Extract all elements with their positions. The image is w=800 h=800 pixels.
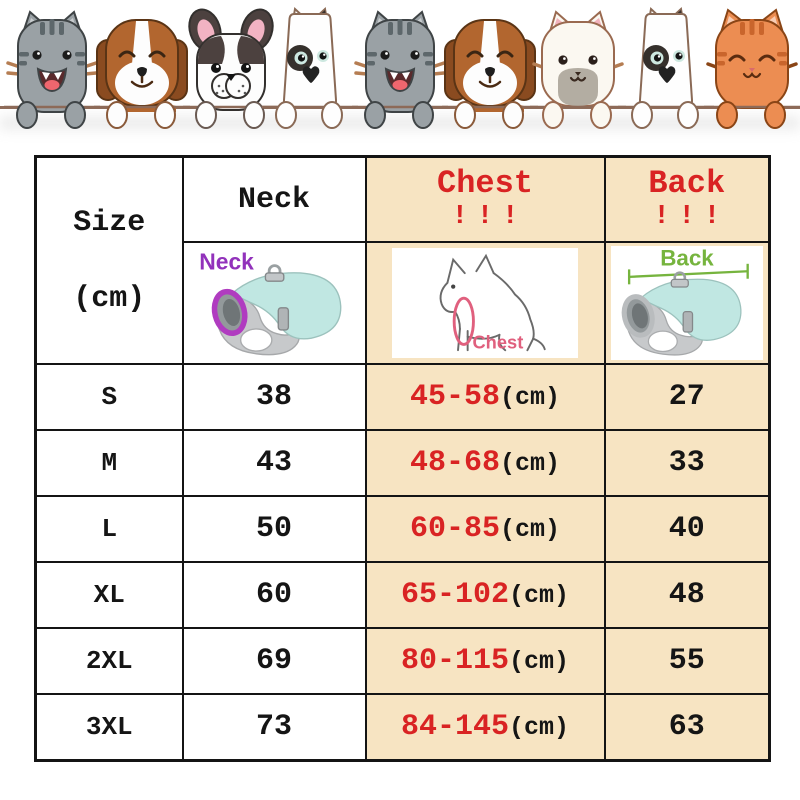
neck-cell <box>183 496 366 562</box>
chest-header-cell <box>366 157 605 243</box>
size-value: M <box>101 448 118 478</box>
back-exclamation: !!! <box>653 201 730 232</box>
size-cell <box>36 694 183 761</box>
beagle-dog-icon <box>442 6 538 130</box>
back-cell <box>605 628 770 694</box>
size-cell <box>36 496 183 562</box>
chest-unit: (cm) <box>500 383 561 412</box>
back-cell <box>605 562 770 628</box>
back-cell <box>605 364 770 430</box>
table-row <box>36 496 770 562</box>
chest-range-value: 65-102 <box>400 578 509 612</box>
back-value: 27 <box>668 380 705 414</box>
back-cell <box>605 694 770 761</box>
table-row <box>36 364 770 430</box>
neck-value: 43 <box>255 446 292 480</box>
size-value: 3XL <box>85 712 133 742</box>
chest-unit: (cm) <box>509 647 570 676</box>
back-value: 40 <box>668 512 705 546</box>
back-value: 48 <box>668 578 705 612</box>
size-header-label: Size <box>73 205 146 240</box>
neck-image-label: Neck <box>198 248 254 275</box>
neck-cell <box>183 562 366 628</box>
back-cell <box>605 430 770 496</box>
chest-cell <box>366 496 605 562</box>
table-row <box>36 628 770 694</box>
neck-value: 50 <box>255 512 292 546</box>
size-value: XL <box>93 580 125 610</box>
back-value: 63 <box>668 710 705 744</box>
back-header-cell <box>605 157 770 243</box>
chest-range-value: 84-145 <box>400 710 509 744</box>
size-cell <box>36 364 183 430</box>
gray-tabby-cat-icon <box>4 6 100 130</box>
neck-cell <box>183 364 366 430</box>
chest-unit: (cm) <box>500 515 561 544</box>
neck-header-label: Neck <box>237 182 310 217</box>
chest-cell <box>366 694 605 761</box>
back-value: 55 <box>668 644 705 678</box>
chest-image-label: Chest <box>472 331 524 353</box>
chest-header-label: Chest <box>436 164 533 202</box>
chest-range-value: 48-68 <box>409 446 500 480</box>
pets-banner <box>0 0 800 150</box>
size-value: 2XL <box>85 646 133 676</box>
size-value: L <box>101 514 118 544</box>
gray-tabby-cat-icon <box>352 6 448 130</box>
harness-back-image <box>612 247 762 359</box>
size-unit-label: (cm) <box>73 281 146 316</box>
table-row <box>36 430 770 496</box>
neck-cell <box>183 628 366 694</box>
dog-chest-diagram <box>397 250 573 356</box>
chest-cell <box>366 628 605 694</box>
size-cell <box>36 562 183 628</box>
size-cell <box>36 628 183 694</box>
neck-value: 38 <box>255 380 292 414</box>
back-cell <box>605 496 770 562</box>
chest-image-cell <box>366 242 605 364</box>
size-header-cell <box>36 157 183 365</box>
size-chart-table <box>34 155 771 762</box>
chest-range-value: 45-58 <box>409 380 500 414</box>
neck-cell <box>183 694 366 761</box>
white-patch-cat-icon <box>262 6 358 130</box>
chest-exclamation: !!! <box>451 201 528 232</box>
orange-tabby-cat-icon <box>704 6 800 130</box>
table-row <box>36 562 770 628</box>
chest-range-value: 60-85 <box>409 512 500 546</box>
chest-unit: (cm) <box>500 449 561 478</box>
neck-cell <box>183 430 366 496</box>
back-value: 33 <box>668 446 705 480</box>
neck-image-cell <box>183 242 366 364</box>
white-patch-cat-icon <box>618 6 714 130</box>
cream-cat-icon <box>530 6 626 130</box>
chest-range-value: 80-115 <box>400 644 509 678</box>
chest-cell <box>366 430 605 496</box>
back-image-cell <box>605 242 770 364</box>
neck-value: 69 <box>255 644 292 678</box>
chest-cell <box>366 562 605 628</box>
size-cell <box>36 430 183 496</box>
chest-cell <box>366 364 605 430</box>
beagle-dog-icon <box>94 6 190 130</box>
table-row <box>36 694 770 761</box>
harness-neck-image <box>184 244 365 362</box>
chest-unit: (cm) <box>509 713 570 742</box>
neck-header-cell <box>183 157 366 243</box>
back-header-label: Back <box>648 164 726 202</box>
back-image-label: Back <box>659 247 714 271</box>
size-value: S <box>101 382 118 412</box>
chest-unit: (cm) <box>509 581 570 610</box>
header-row <box>36 157 770 243</box>
neck-value: 60 <box>255 578 292 612</box>
neck-value: 73 <box>255 710 292 744</box>
